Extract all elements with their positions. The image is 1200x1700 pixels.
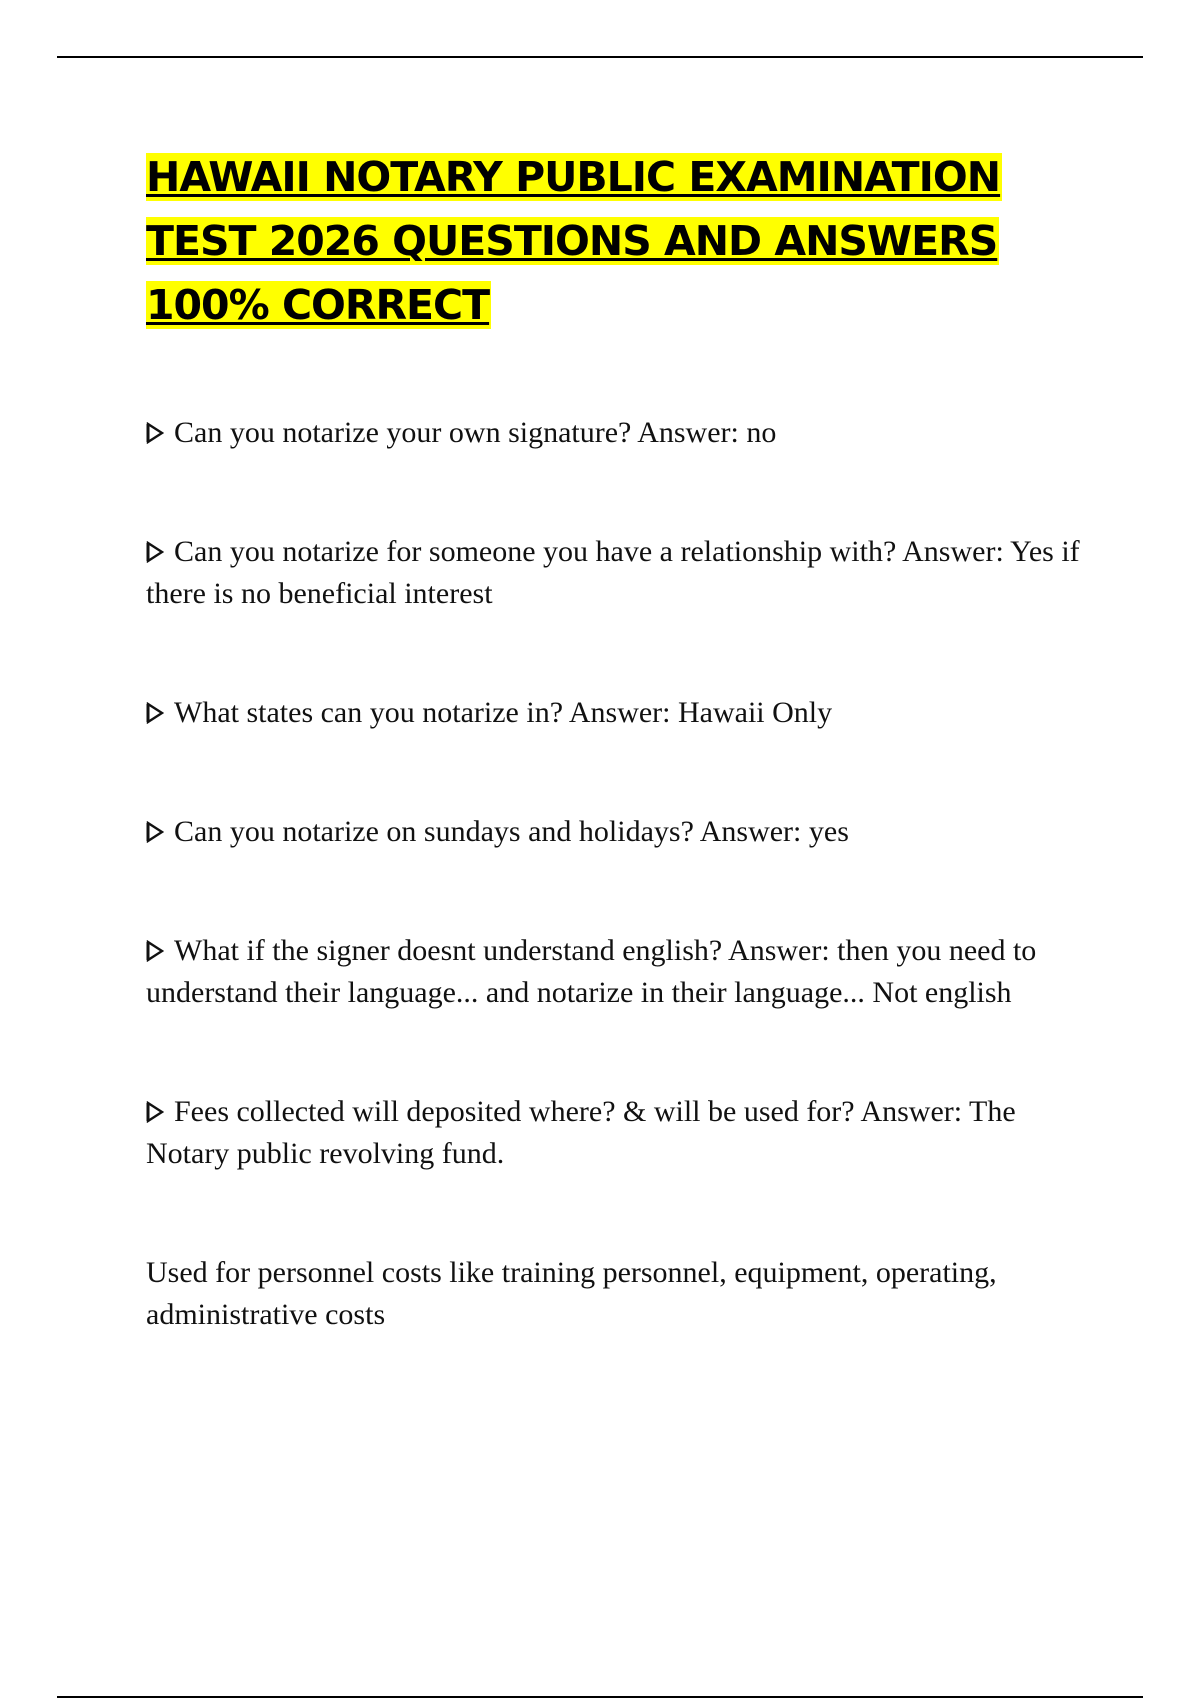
qa-item — [146, 531, 1106, 615]
bottom-rule — [57, 1696, 1143, 1698]
triangle-arrow-icon — [146, 821, 164, 843]
triangle-arrow-icon — [146, 1101, 164, 1123]
qa-item-text: What states can you notarize in? Answer: Hawaii Only — [174, 696, 833, 729]
top-rule — [57, 56, 1143, 58]
title-line-1-text: HAWAII NOTARY PUBLIC EXAMINATION — [146, 153, 1001, 201]
title-line — [146, 273, 1106, 337]
qa-list — [146, 412, 1106, 1336]
triangle-arrow-icon — [146, 702, 164, 724]
qa-item — [146, 811, 1106, 853]
title-line-3-text: 100% CORRECT — [146, 281, 490, 329]
qa-item-text: Can you notarize your own signature? Answer: no — [174, 416, 777, 449]
title-line — [146, 145, 1106, 209]
qa-item-text: Can you notarize on sundays and holidays? Answer: yes — [174, 815, 849, 848]
qa-item-text: What if the signer doesnt understand english? Answer: then you need to understand their language... and notarize in their language... Not english — [146, 934, 1037, 1009]
title-line-2-text: TEST 2026 QUESTIONS AND ANSWERS — [146, 217, 998, 265]
title-line — [146, 209, 1106, 273]
triangle-arrow-icon — [146, 940, 164, 962]
qa-item-text: Fees collected will deposited where? & will be used for? Answer: The Notary public revolving fund. — [146, 1095, 1016, 1170]
qa-item — [146, 930, 1106, 1014]
triangle-arrow-icon — [146, 422, 164, 444]
qa-item-text: Can you notarize for someone you have a relationship with? Answer: Yes if there is no beneficial interest — [146, 535, 1080, 610]
qa-item — [146, 1091, 1106, 1175]
answer-note: Used for personnel costs like training personnel, equipment, operating, administrative costs — [146, 1256, 997, 1331]
triangle-arrow-icon — [146, 541, 164, 563]
document-title — [146, 145, 1106, 337]
document-body — [146, 145, 1106, 1336]
qa-item — [146, 692, 1106, 734]
qa-item — [146, 412, 1106, 454]
